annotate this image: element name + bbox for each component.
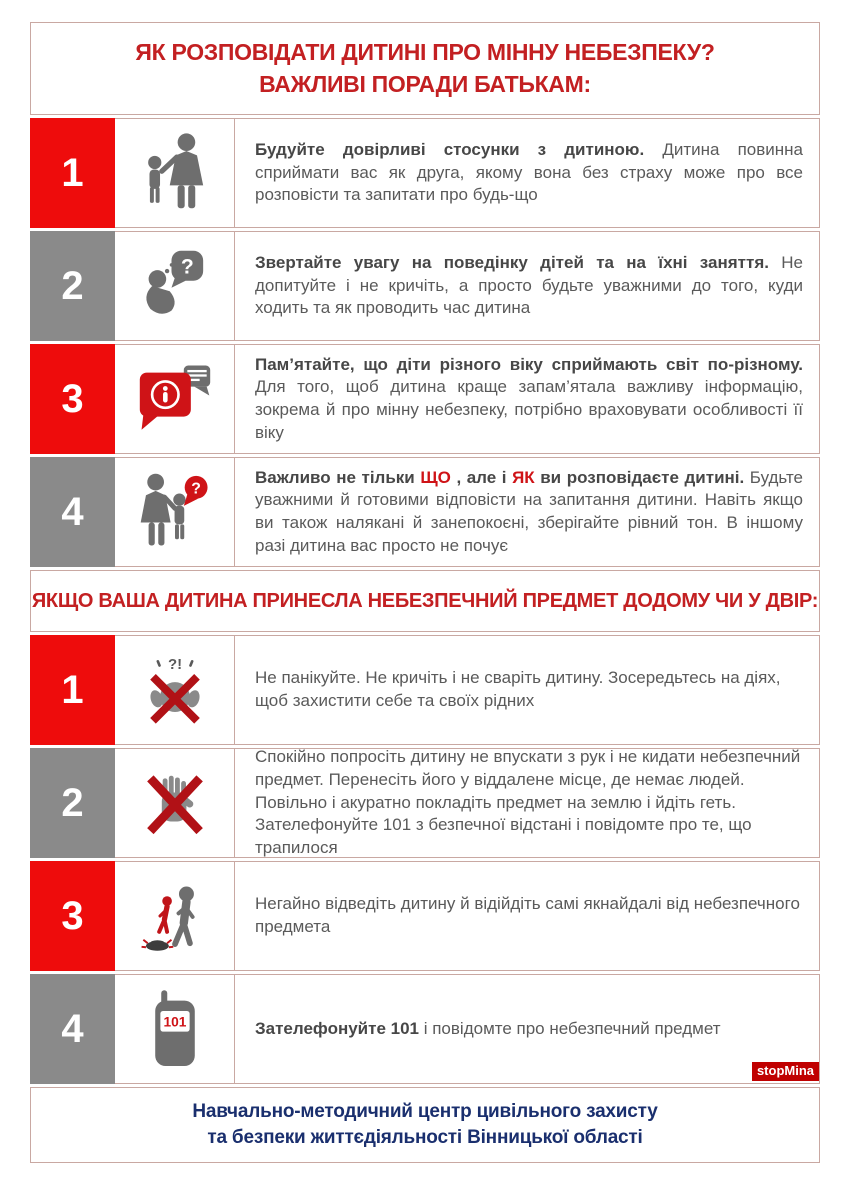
row-number: 1 <box>30 118 115 228</box>
row-lead-part3: ви розповідаєте дитині. <box>534 467 750 487</box>
parent-child-icon <box>115 119 235 227</box>
row-text-cell <box>235 862 819 970</box>
row-emphasis-how: ЯК <box>512 467 535 487</box>
row-number: 1 <box>30 635 115 745</box>
question-glyph: ? <box>190 480 201 498</box>
row-text-cell <box>235 636 819 744</box>
no-panic-icon <box>115 636 235 744</box>
row-text <box>255 1018 721 1041</box>
row-text <box>255 667 803 712</box>
row-body: Негайно відведіть дитину й відійдіть самі якнайдалі від небезпечного предмета <box>255 894 800 936</box>
row-text-cell <box>235 975 819 1083</box>
stopmina-badge: stopMina <box>752 1062 819 1081</box>
row-text <box>255 354 803 444</box>
poster-title <box>30 22 820 115</box>
row-text-cell <box>235 232 819 340</box>
row-text-cell <box>235 119 819 227</box>
row-number: 2 <box>30 231 115 341</box>
row-lead: Звертайте увагу на поведінку дітей та на їхні заняття. <box>255 253 782 273</box>
row-number: 3 <box>30 344 115 454</box>
phone-screen-label: 101 <box>163 1014 186 1030</box>
action-row-3 <box>30 861 820 971</box>
action-row-4 <box>30 974 820 1084</box>
row-emphasis-what: ЩО <box>420 467 451 487</box>
title-line-2: ВАЖЛИВІ ПОРАДИ БАТЬКАМ: <box>259 70 591 97</box>
walk-away-from-mine-icon <box>115 862 235 970</box>
poster-content <box>30 22 820 1163</box>
row-lead: Зателефонуйте 101 <box>255 1018 419 1038</box>
question-glyph: ? <box>180 255 194 279</box>
advice-row-2 <box>30 231 820 341</box>
row-lead: Пам’ятайте, що діти різного віку сприймають світ по-різному. <box>255 354 803 374</box>
advice-row-4 <box>30 457 820 567</box>
parent-child-question-icon <box>115 458 235 566</box>
row-text <box>255 252 803 320</box>
row-text-cell <box>235 458 819 566</box>
advice-row-3 <box>30 344 820 454</box>
row-text <box>255 467 803 557</box>
row-body: Не панікуйте. Не кричіть і не сваріть дитину. Зосередьтесь на діях, щоб захистити себе та своїх рідних <box>255 668 781 710</box>
row-number: 4 <box>30 974 115 1084</box>
advice-row-1 <box>30 118 820 228</box>
row-body: Не допитуйте і не кричіть, а просто будьте уважними до того, куди ходить та як проводить час дитина <box>255 253 803 318</box>
row-text <box>255 139 803 207</box>
listening-person-question-icon <box>115 232 235 340</box>
panic-glyph: ?! <box>167 655 182 673</box>
row-number: 4 <box>30 457 115 567</box>
row-body: і повідомте про небезпечний предмет <box>419 1018 721 1038</box>
row-lead-part1: Важливо не тільки <box>255 467 421 487</box>
footer-line-2: та безпеки життєдіяльності Вінницької області <box>207 1127 643 1148</box>
info-speech-bubble-icon <box>115 345 235 453</box>
phone-101-icon <box>115 975 235 1083</box>
row-body: Дитина повинна сприймати вас як друга, якому вона без страху може про все розповісти та запитати про будь-що <box>255 140 803 205</box>
section2-title-box <box>30 570 820 632</box>
row-text <box>255 746 803 859</box>
row-number: 2 <box>30 748 115 858</box>
footer-line-1: Навчально-методичний центр цивільного захисту <box>192 1101 658 1123</box>
row-text-cell <box>235 749 819 857</box>
row-body: Для того, щоб дитина краще запам’ятала важливу інформацію, зокрема й про мінну небезпеку, потрібно враховувати особливості її віку <box>255 377 803 442</box>
title-line-1: ЯК РОЗПОВІДАТИ ДИТИНІ ПРО МІННУ НЕБЕЗПЕКУ? <box>135 39 715 66</box>
row-lead-part2: , але і <box>450 467 513 487</box>
row-text-cell <box>235 345 819 453</box>
row-body: Спокійно попросіть дитину не впускати з рук і не кидати небезпечний предмет. Перенесіть його у віддалене місце, де немає людей. Повільно і акуратно покладіть предмет на землю і йдіть геть. Зателефонуйте 101 з безпечної відстані і повідомте про те, що трапилося <box>255 747 801 857</box>
action-row-2 <box>30 748 820 858</box>
section2-title: ЯКЩО ВАША ДИТИНА ПРИНЕСЛА НЕБЕЗПЕЧНИЙ ПРЕДМЕТ ДОДОМУ ЧИ У ДВІР: <box>31 589 819 612</box>
row-number: 3 <box>30 861 115 971</box>
row-lead: Будуйте довірливі стосунки з дитиною. <box>255 140 663 160</box>
action-row-1 <box>30 635 820 745</box>
no-drop-hand-icon <box>115 749 235 857</box>
row-body: Будьте уважними й готовими відповісти на запитання дитини. Навіть якщо ви також налякані й занепокоєні, зберігайте рівний тон. В іншому разі дитина вас просто не почує <box>255 467 804 555</box>
row-text <box>255 893 803 938</box>
footer <box>30 1087 820 1163</box>
